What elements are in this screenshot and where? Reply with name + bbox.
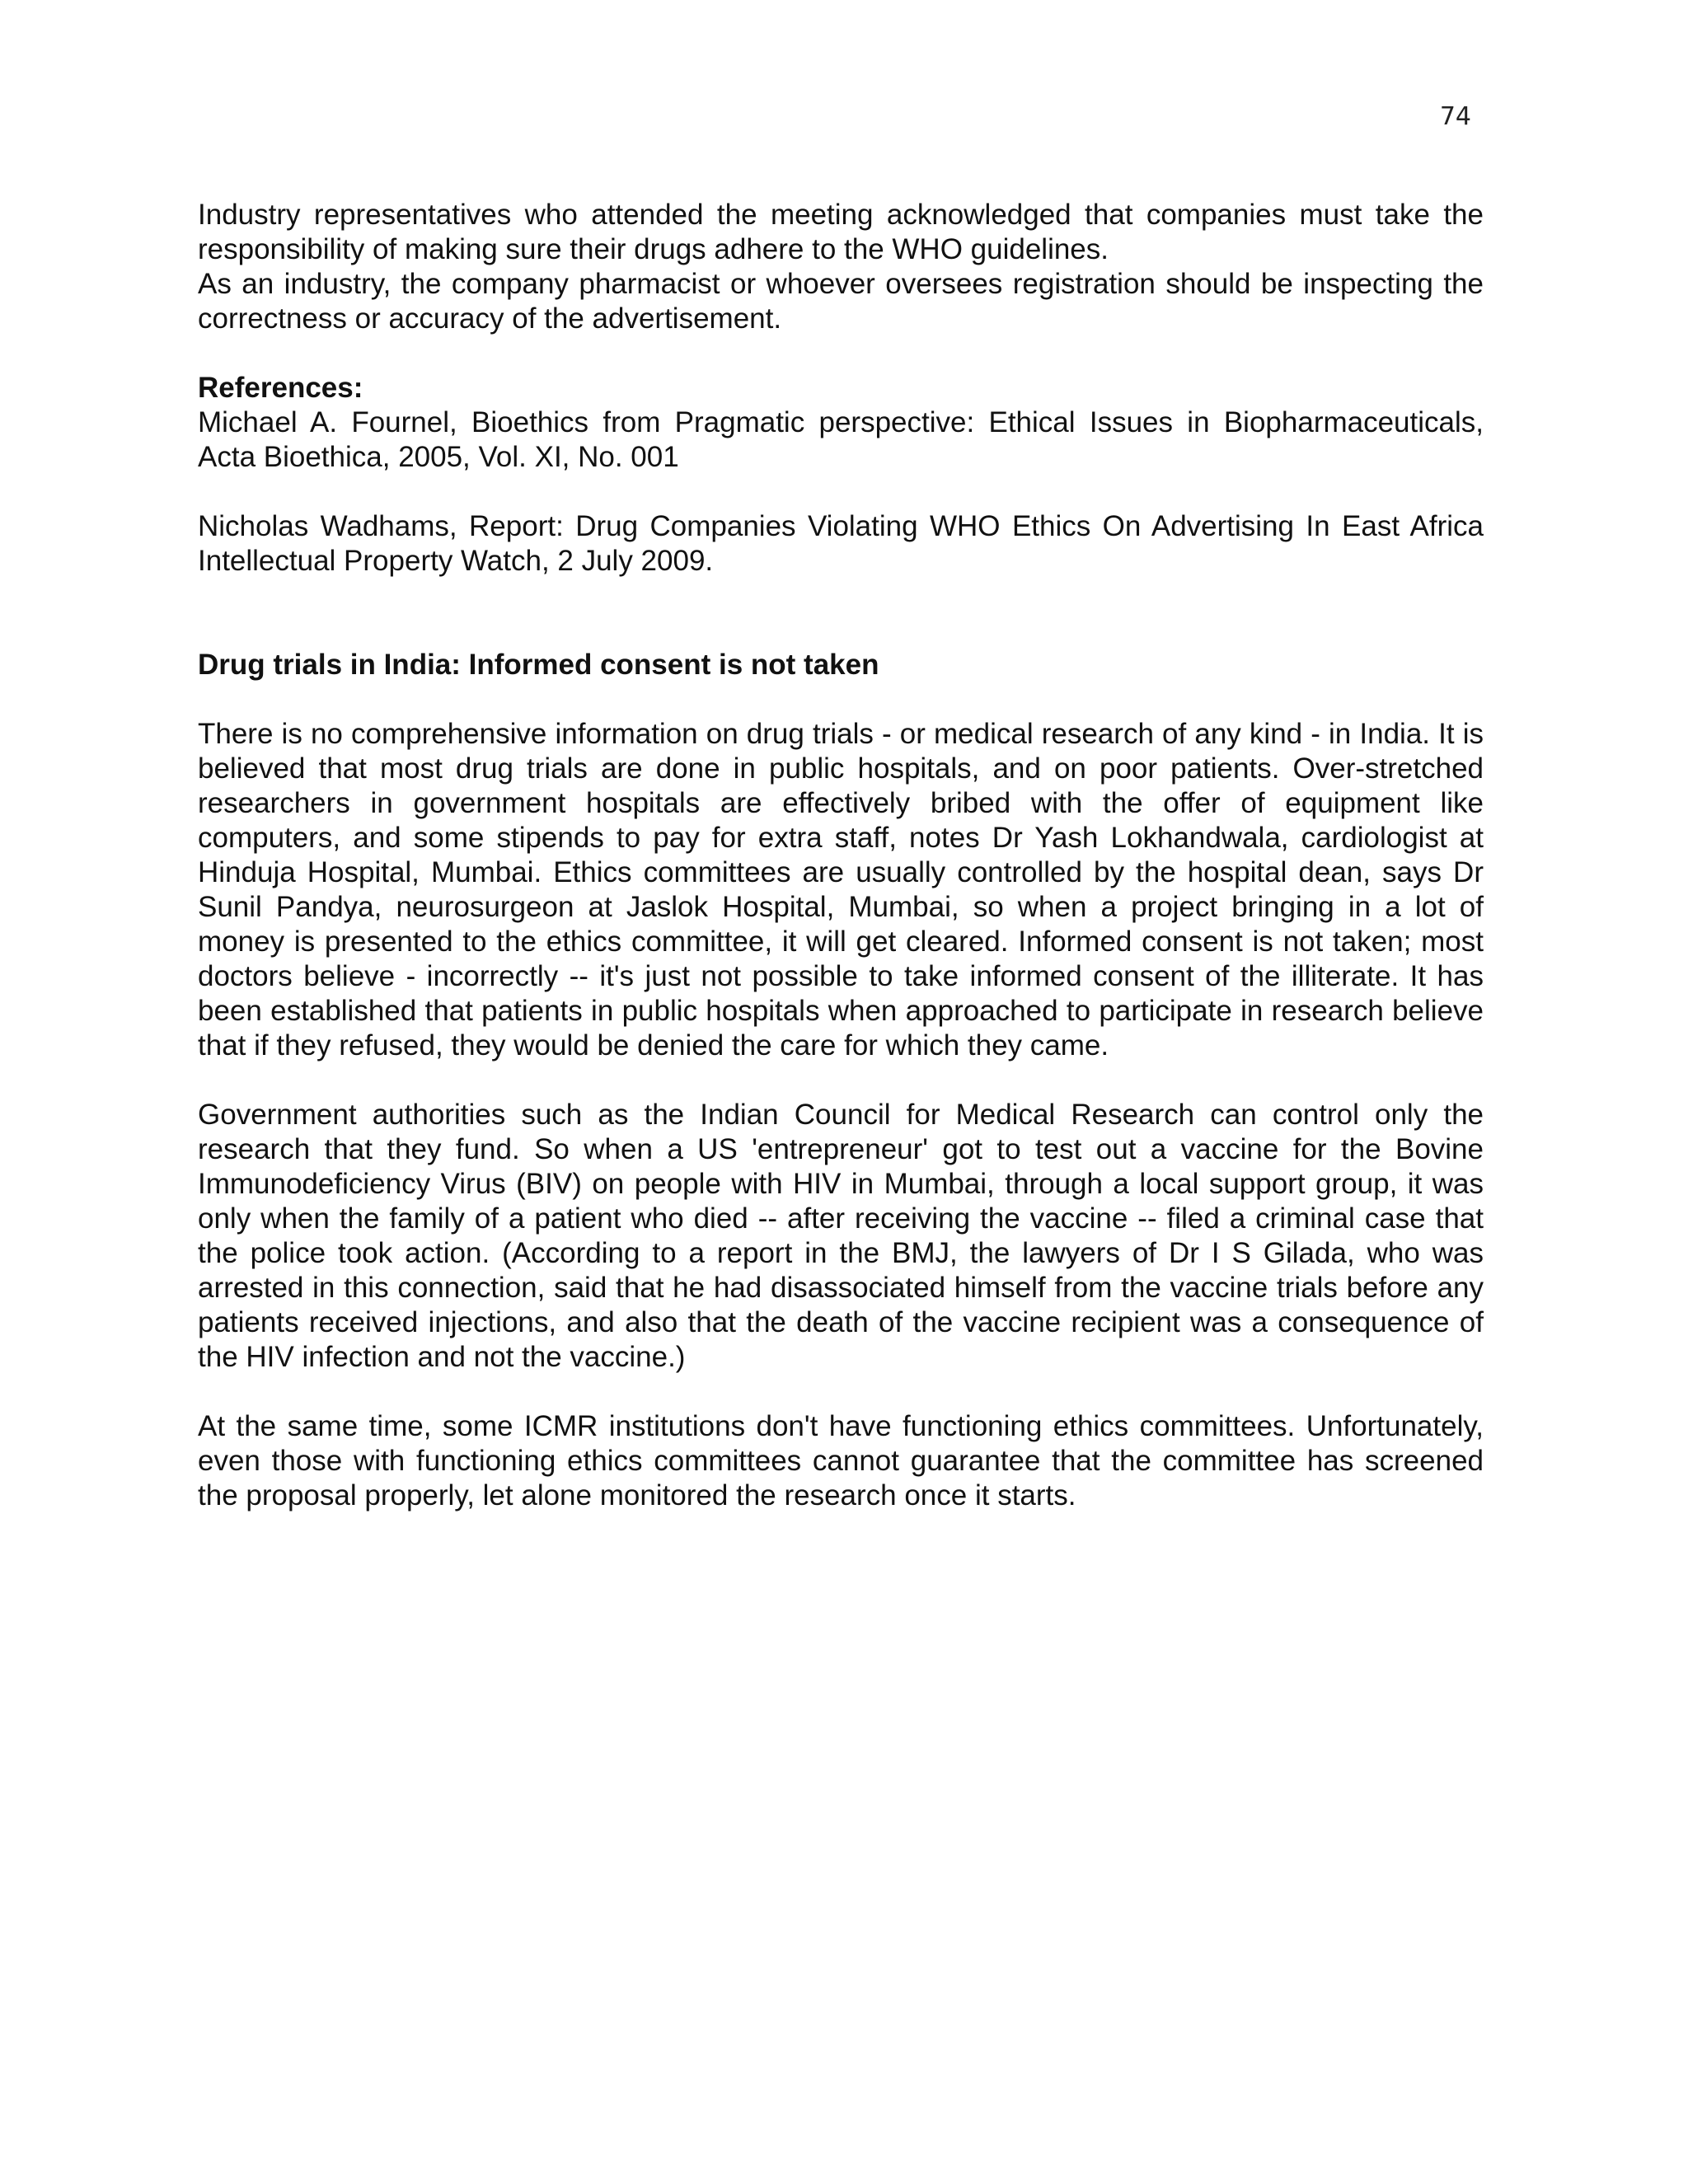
spacer xyxy=(198,1375,1484,1409)
spacer xyxy=(198,579,1484,648)
spacer xyxy=(198,475,1484,509)
page-number: 74 xyxy=(1439,102,1471,131)
references-heading: References: xyxy=(198,372,363,404)
section-paragraph-2: Government authorities such as the Indian Council for Medical Research can control only the research that they fund. So when a US 'entrepreneur' got to test out a vaccine for the Bovine Immunodeficiency Virus (BIV) on people with HIV in Mumbai, through a local support group, it was only when the family of a patient who died -- after receiving the vaccine -- filed a criminal case that the police took action. (According to a report in the BMJ, the lawyers of Dr I S Gilada, who was arrested in this connection, said that he had disassociated himself from the vaccine trials before any patients received injections, and also that the death of the vaccine recipient was a consequence of the HIV infection and not the vaccine.) xyxy=(198,1099,1484,1373)
section-paragraph-3: At the same time, some ICMR institutions don't have functioning ethics committees. Unfortunately, even those with functioning ethics committees cannot guarantee that the committee has screened the proposal properly, let alone monitored the research once it starts. xyxy=(198,1410,1484,1511)
reference-item-1: Michael A. Fournel, Bioethics from Pragmatic perspective: Ethical Issues in Biopharmaceuticals, Acta Bioethica, 2005, Vol. XI, No. 001 xyxy=(198,406,1484,473)
intro-paragraph-2: As an industry, the company pharmacist or whoever oversees registration should be inspecting the correctness or accuracy of the advertisement. xyxy=(198,268,1484,335)
intro-paragraph-1: Industry representatives who attended the meeting acknowledged that companies must take the responsibility of making sure their drugs adhere to the WHO guidelines. xyxy=(198,199,1484,265)
spacer xyxy=(198,1063,1484,1098)
section-paragraph-1: There is no comprehensive information on drug trials - or medical research of any kind - in India. It is believed that most drug trials are done in public hospitals, and on poor patients. Over-stretched researchers in government hospitals are effectively bribed with the offer of equipment like computers, and some stipends to pay for extra staff, notes Dr Yash Lokhandwala, cardiologist at Hinduja Hospital, Mumbai. Ethics committees are usually controlled by the hospital dean, says Dr Sunil Pandya, neurosurgeon at Jaslok Hospital, Mumbai, so when a project bringing in a lot of money is presented to the ethics committee, it will get cleared. Informed consent is not taken; most doctors believe - incorrectly -- it's just not possible to take informed consent of the illiterate. It has been established that patients in public hospitals when approached to participate in research believe that if they refused, they would be denied the care for which they came. xyxy=(198,718,1484,1062)
spacer xyxy=(198,682,1484,717)
spacer xyxy=(198,336,1484,371)
section-title: Drug trials in India: Informed consent is not taken xyxy=(198,649,879,681)
document-body xyxy=(198,198,1484,1513)
reference-item-2: Nicholas Wadhams, Report: Drug Companies Violating WHO Ethics On Advertising In East Africa Intellectual Property Watch, 2 July 2009. xyxy=(198,510,1484,577)
